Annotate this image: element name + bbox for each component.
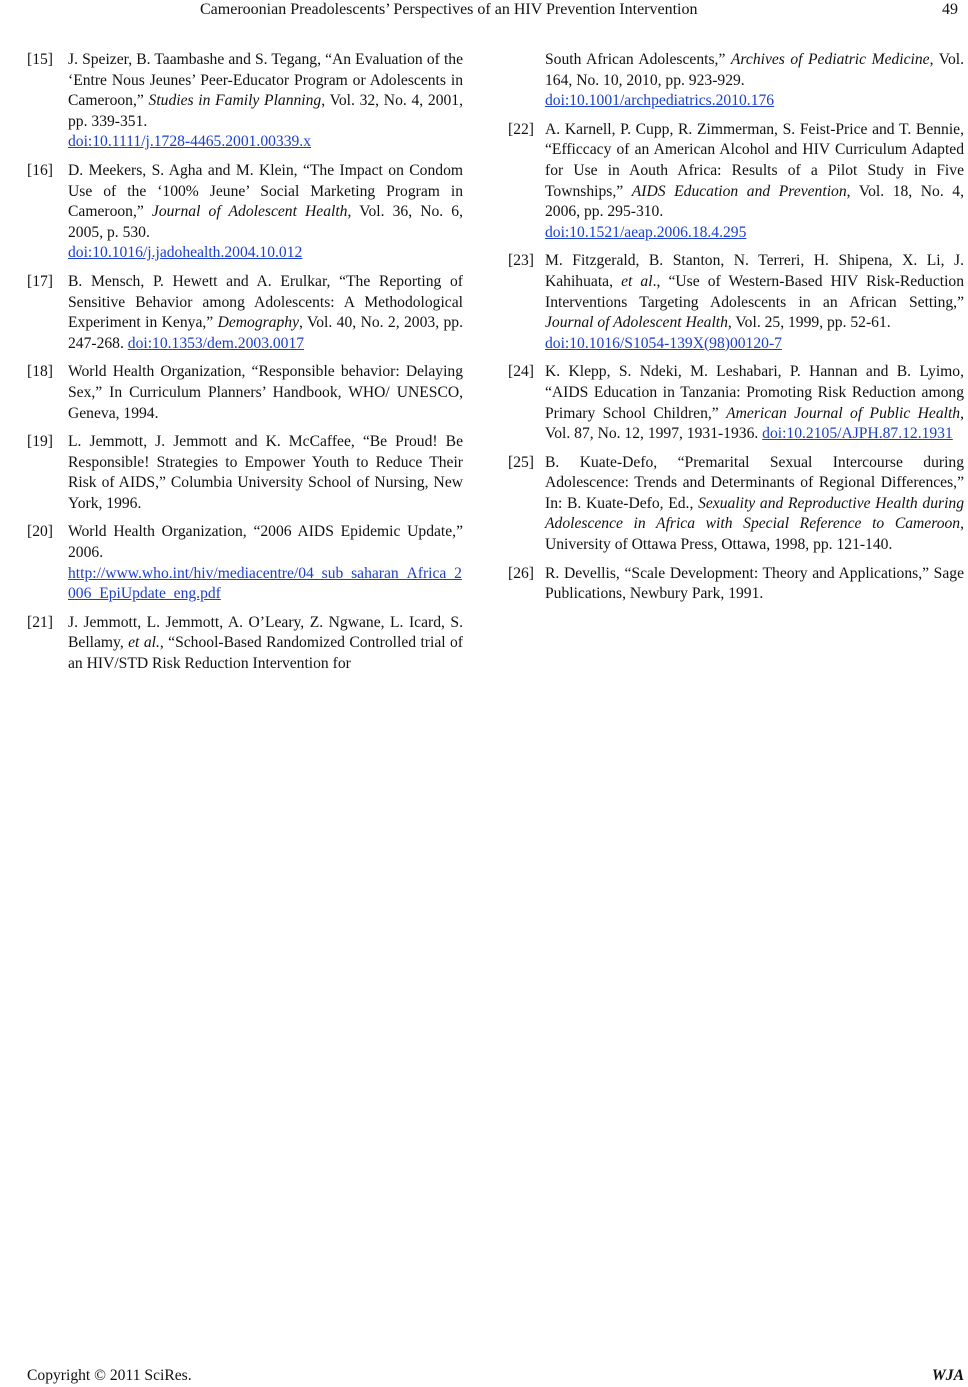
journal-abbrev: WJA	[931, 1367, 964, 1384]
reference-entry	[508, 453, 964, 556]
reference-text	[68, 432, 463, 514]
reference-segment: , Vol. 87, No. 12, 1997, 1931-1936.	[545, 404, 964, 443]
italic-title: Archives of Pediatric Medicine	[730, 51, 930, 68]
italic-title: Sexuality and Reproductive Health during Adolescence in Africa with Special Reference to Cameroon	[545, 494, 964, 533]
reference-segment: B. Kuate-Defo, “Premarital Sexual Intercourse during Adolescence: Trends and Determinants of Regional Differences,” In: B. Kuate-Defo, Ed.,	[545, 453, 964, 512]
header-title: Cameroonian Preadolescents’ Perspectives of an HIV Prevention Intervention	[200, 1, 698, 18]
reference-segment: , Vol. 40, No. 2, 2003, pp. 247-268.	[68, 314, 463, 352]
reference-text	[545, 120, 964, 244]
reference-segment: , Vol. 36, No. 6, 2005, p. 530.	[68, 203, 463, 241]
italic-title: Studies in Family Planning	[148, 92, 322, 110]
italic-title: Journal of Adolescent Health	[545, 314, 728, 332]
reference-entry	[508, 564, 964, 605]
reference-number: [21]	[27, 613, 53, 631]
reference-segment: L. Jemmott, J. Jemmott and K. McCaffee, “Be Proud! Be Responsible! Strategies to Empower Youth to Reduce Their Risk of AIDS,” Columbia University School of Nursing, New York, 1996.	[68, 433, 463, 512]
reference-text	[545, 362, 964, 444]
reference-segment: , Vol. 18, No. 4, 2006, pp. 295-310.	[545, 182, 964, 221]
reference-entry	[508, 50, 964, 112]
reference-segment: South African Adolescents,”	[545, 51, 731, 68]
doi-link[interactable]: doi:10.2105/AJPH.87.12.1931	[762, 425, 953, 443]
reference-text	[68, 161, 463, 264]
italic-title: AIDS Education and Prevention	[631, 182, 847, 200]
reference-segment: M. Fitzgerald, B. Stanton, N. Terreri, H. Shipena, X. Li, J. Kahihuata,	[545, 252, 964, 290]
reference-text	[545, 251, 964, 354]
reference-number: [22]	[508, 120, 534, 138]
reference-text	[545, 453, 964, 556]
reference-entry	[27, 161, 463, 264]
reference-segment: ., “Use of Western-Based HIV Risk-Reduction Interventions Targeting Adolescents in an African Setting,”	[545, 272, 964, 311]
doi-link[interactable]: doi:10.1353/dem.2003.0017	[127, 334, 305, 352]
reference-text	[68, 50, 463, 153]
reference-segment: World Health Organization, “Responsible behavior: Delaying Sex,” In Curriculum Planners’ Handbook, WHO/ UNESCO, Geneva, 1994.	[68, 363, 463, 422]
italic-title: Journal of Adolescent Health	[151, 203, 348, 221]
copyright-text: Copyright © 2011 SciRes.	[27, 1367, 192, 1384]
reference-number	[508, 50, 545, 112]
doi-link[interactable]: doi:10.1016/j.jadohealth.2004.10.012	[68, 244, 303, 262]
reference-number: [25]	[508, 453, 534, 471]
reference-text	[545, 564, 964, 605]
reference-number: [24]	[508, 363, 534, 381]
doi-link[interactable]: http://www.who.int/hiv/mediacentre/04_sub_saharan_Africa_2006_EpiUpdate_eng.pdf	[68, 564, 462, 603]
reference-text	[68, 613, 463, 675]
doi-link[interactable]: doi:10.1521/aeap.2006.18.4.295	[545, 223, 747, 241]
reference-segment: , Vol. 164, No. 10, 2010, pp. 923-929.	[545, 51, 965, 89]
reference-segment: A. Karnell, P. Cupp, R. Zimmerman, S. Feist-Price and T. Bennie, “Efficcacy of an American Alcohol and HIV Curriculum Adapted for Use in Aouth Africa: Results of a Pilot Study in Five Townships,”	[545, 120, 964, 200]
page-number: 49	[942, 1, 958, 18]
reference-segment: J. Jemmott, L. Jemmott, A. O’Leary, Z. Ngwane, L. Icard, S. Bellamy,	[68, 613, 463, 652]
reference-entry	[27, 613, 463, 675]
reference-text	[68, 272, 463, 354]
italic-title: American Journal of Public Health	[726, 404, 961, 422]
reference-segment: , “School-Based Randomized Controlled trial of an HIV/STD Risk Reduction Intervention for	[68, 634, 463, 673]
reference-number: [18]	[27, 363, 53, 381]
reference-number: [26]	[508, 564, 534, 582]
reference-segment: B. Mensch, P. Hewett and A. Erulkar, “The Reporting of Sensitive Behavior among Adolescents: A Methodological Experiment in Kenya,”	[68, 272, 463, 332]
reference-segment: R. Devellis, “Scale Development: Theory and Applications,” Sage Publications, Newbury Park, 1991.	[545, 564, 964, 603]
reference-segment: K. Klepp, S. Ndeki, M. Leshabari, P. Hannan and B. Lyimo, “AIDS Education in Tanzania: Promoting Risk Reduction among Primary School Children,”	[545, 363, 964, 422]
footer	[27, 1366, 964, 1387]
reference-entry	[27, 50, 463, 153]
reference-segment: World Health Organization, “2006 AIDS Epidemic Update,” 2006.	[68, 523, 463, 562]
reference-segment: D. Meekers, S. Agha and M. Klein, “The Impact on Condom Use of the ‘100% Jeune’ Social Marketing Program in Cameroon,”	[68, 161, 463, 221]
reference-entry	[27, 362, 463, 424]
doi-link[interactable]: doi:10.1111/j.1728-4465.2001.00339.x	[68, 133, 311, 151]
reference-entry	[508, 120, 964, 244]
reference-text	[545, 50, 964, 112]
running-header	[0, 0, 968, 22]
reference-entry	[27, 272, 463, 354]
right-column-references	[508, 50, 964, 613]
doi-link[interactable]: doi:10.1016/S1054-139X(98)00120-7	[545, 334, 782, 352]
doi-link[interactable]: doi:10.1001/archpediatrics.2010.176	[545, 92, 775, 110]
left-column-references	[27, 50, 463, 683]
reference-number: [19]	[27, 433, 53, 451]
reference-number: [17]	[27, 272, 53, 290]
reference-entry	[508, 362, 964, 444]
reference-entry	[27, 432, 463, 514]
italic-title: et al	[621, 272, 653, 290]
reference-text	[68, 362, 463, 424]
reference-entry	[508, 251, 964, 354]
reference-entry	[27, 522, 463, 604]
italic-title: Demography	[217, 314, 299, 332]
reference-number: [15]	[27, 51, 53, 68]
italic-title: et al.	[128, 634, 160, 652]
reference-segment: , Vol. 25, 1999, pp. 52-61.	[727, 314, 891, 332]
reference-number: [20]	[27, 523, 53, 541]
reference-segment: J. Speizer, B. Taambashe and S. Tegang, “An Evaluation of the ‘Entre Nous Jeunes’ Peer-Educator Program or Adolescents in Cameroon,”	[68, 51, 463, 110]
reference-text	[68, 522, 463, 604]
reference-number: [23]	[508, 252, 534, 270]
reference-number: [16]	[27, 161, 53, 179]
reference-segment: , Vol. 32, No. 4, 2001, pp. 339-351.	[68, 92, 464, 130]
reference-segment: , University of Ottawa Press, Ottawa, 1998, pp. 121-140.	[545, 515, 964, 554]
